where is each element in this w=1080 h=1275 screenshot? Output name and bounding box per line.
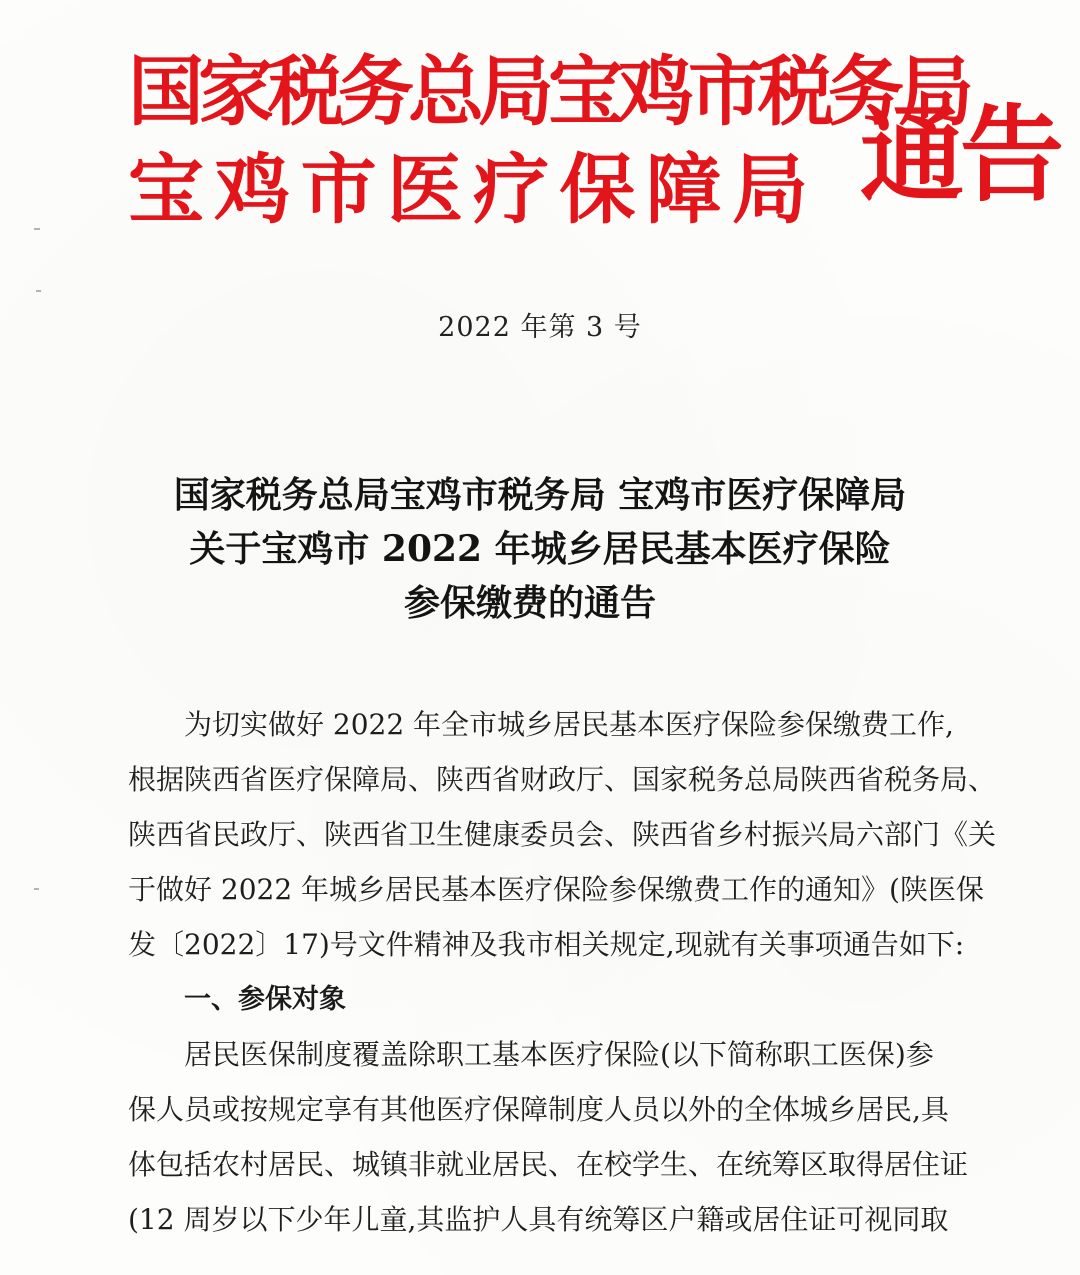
body-line: 陕西省民政厅、陕西省卫生健康委员会、陕西省乡村振兴局六部门《关 [128, 818, 997, 851]
scan-speck [34, 888, 39, 890]
body-line: 居民医保制度覆盖除职工基本医疗保险(以下简称职工医保)参 [184, 1038, 934, 1071]
issuer-char: 鸡 [214, 145, 291, 234]
issuer-char: 医 [386, 145, 463, 234]
title-line-2: 关于宝鸡市 2022 年城乡居民基本医疗保险 [189, 528, 891, 570]
notice-label: 通告 [860, 93, 1061, 216]
document-body [128, 697, 997, 1247]
issuer-tax-bureau: 国家税务总局宝鸡市税务局 [128, 47, 968, 136]
issuer-char: 市 [300, 145, 377, 234]
issuer-char: 宝 [128, 145, 204, 234]
issuer-char: 保 [559, 145, 636, 234]
document-number: 2022 年第 3 号 [438, 312, 642, 343]
body-line: (12 周岁以下少年儿童,其监护人具有统筹区户籍或居住证可视同取 [128, 1203, 949, 1236]
section-heading: 一、参保对象 [184, 984, 346, 1015]
issuer-char: 局 [731, 145, 808, 234]
title-line-1: 国家税务总局宝鸡市税务局 宝鸡市医疗保障局 [173, 474, 907, 516]
body-line: 发〔2022〕17)号文件精神及我市相关规定,现就有关事项通告如下: [128, 928, 965, 961]
body-line: 于做好 2022 年城乡居民基本医疗保险参保缴费工作的通知》(陕医保 [128, 873, 984, 906]
body-line: 保人员或按规定享有其他医疗保障制度人员以外的全体城乡居民,具 [128, 1093, 949, 1126]
title-line-3: 参保缴费的通告 [403, 582, 656, 624]
body-line: 体包括农村居民、城镇非就业居民、在校学生、在统筹区取得居住证 [128, 1148, 969, 1181]
document-title [0, 468, 1080, 630]
scan-speck [34, 228, 40, 230]
scan-speck [36, 290, 41, 292]
body-line: 为切实做好 2022 年全市城乡居民基本医疗保险参保缴费工作, [184, 708, 954, 741]
issuer-char: 疗 [473, 145, 550, 234]
issuer-medical-bureau [128, 146, 808, 234]
body-line: 根据陕西省医疗保障局、陕西省财政厅、国家税务总局陕西省税务局、 [128, 763, 997, 796]
issuer-char: 障 [645, 145, 722, 234]
